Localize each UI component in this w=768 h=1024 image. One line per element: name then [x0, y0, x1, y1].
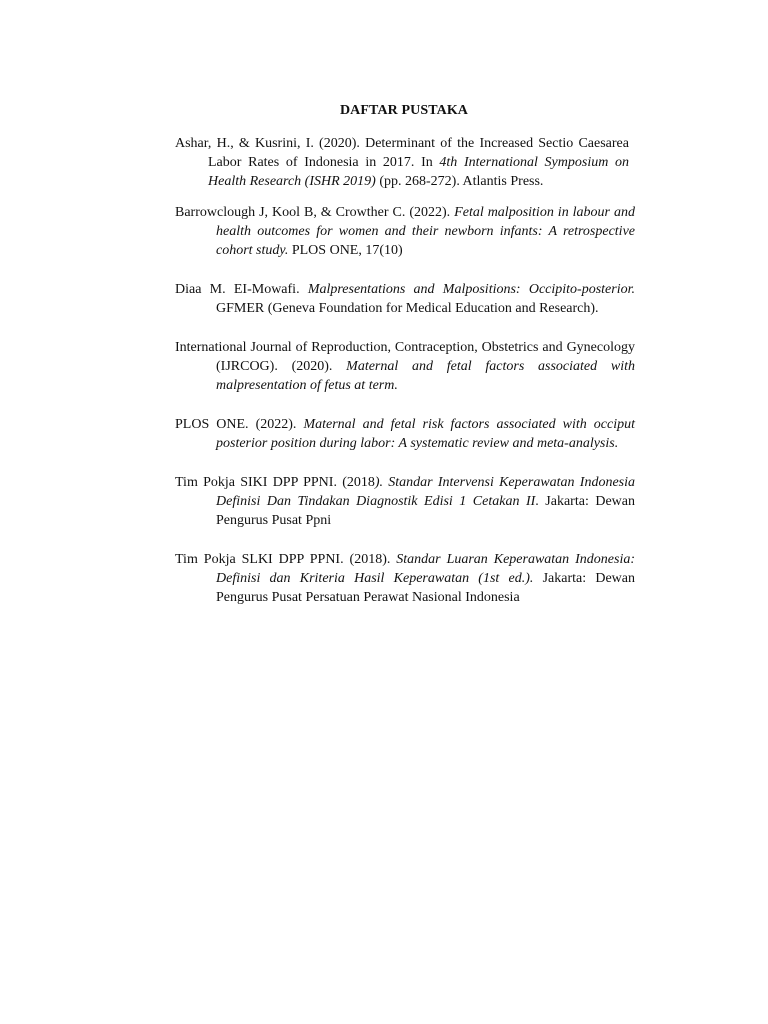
reference-item: International Journal of Reproduction, Contraception, Obstetrics and Gynecology (IJRCOG). (2020). Maternal and fetal factors associated with malpresentation of fetus at term.	[175, 340, 635, 393]
reference-item: Tim Pokja SLKI DPP PPNI. (2018). Standar Luaran Keperawatan Indonesia: Definisi dan Kriteria Hasil Keperawatan (1st ed.). Jakarta: Dewan Pengurus Pusat Persatuan Perawat Nasional Indonesia	[175, 552, 635, 605]
reference-item: Ashar, H., & Kusrini, I. (2020). Determinant of the Increased Sectio Caesarea Labor Rates of Indonesia in 2017. In 4th International Symposium on Health Research (ISHR 2019) (pp. 268-272). Atlantis Press.	[175, 136, 629, 189]
reference-item: Barrowclough J, Kool B, & Crowther C. (2022). Fetal malposition in labour and health outcomes for women and their newborn infants: A retrospective cohort study. PLOS ONE, 17(10)	[175, 205, 635, 258]
reference-item: Tim Pokja SIKI DPP PPNI. (2018). Standar Intervensi Keperawatan Indonesia Definisi Dan Tindakan Diagnostik Edisi 1 Cetakan II. Jakarta: Dewan Pengurus Pusat Ppni	[175, 475, 636, 528]
page-title: DAFTAR PUSTAKA	[339, 103, 469, 118]
reference-item: Diaa M. EI-Mowafi. Malpresentations and Malpositions: Occipito-posterior. GFMER (Geneva Foundation for Medical Education and Research).	[175, 282, 635, 316]
reference-item: PLOS ONE. (2022). Maternal and fetal risk factors associated with occiput posterior position during labor: A systematic review and meta-analysis.	[175, 417, 635, 451]
